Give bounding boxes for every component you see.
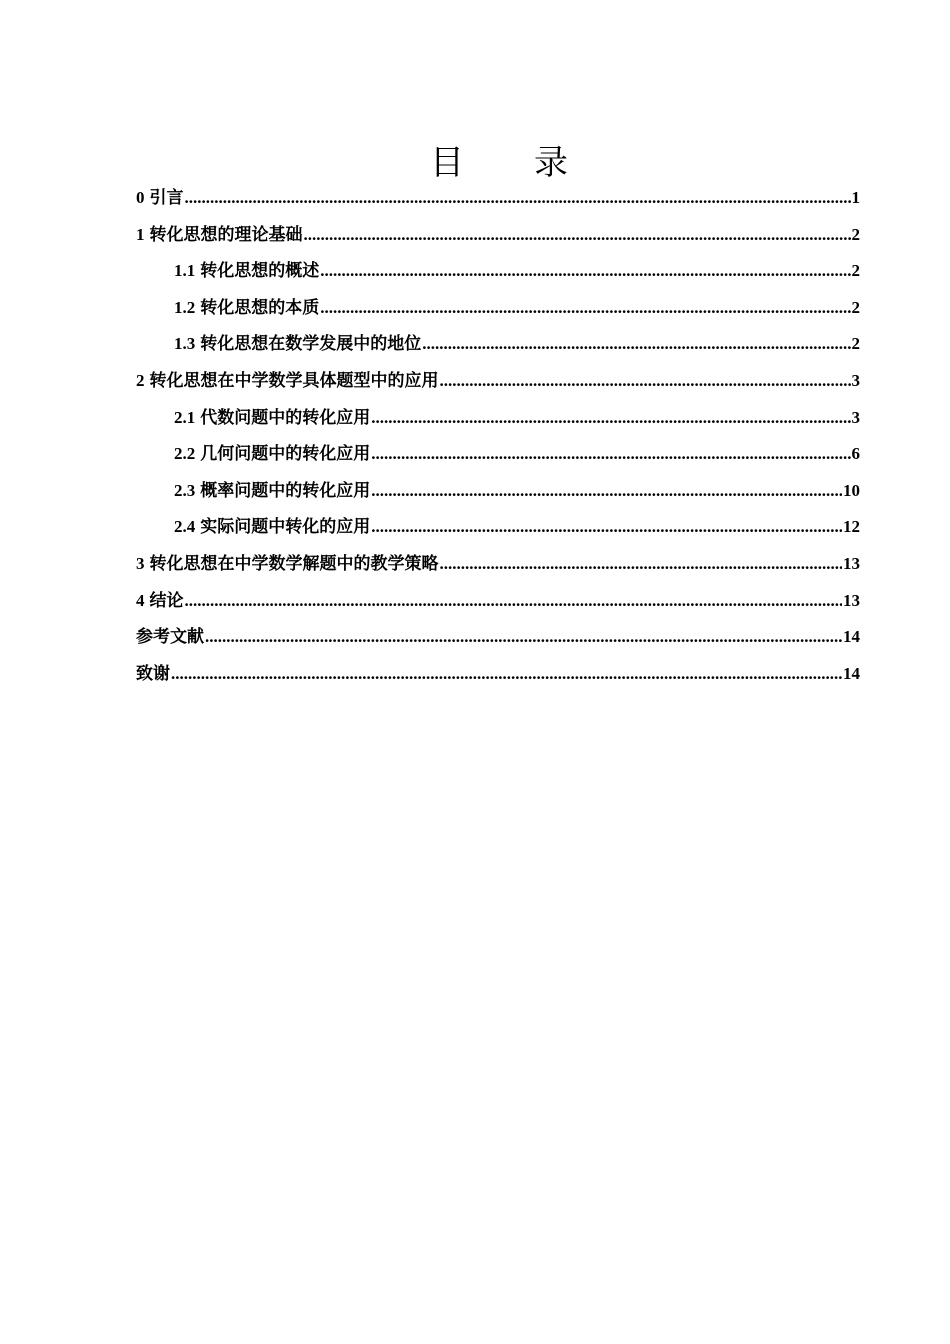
dot-leader [371,400,850,437]
dot-leader [440,546,843,583]
dot-leader [171,656,842,693]
toc-entry[interactable] [136,363,860,400]
table-of-contents [136,180,860,692]
toc-entry-page: 1 [851,188,860,207]
toc-entry-number: 1 [136,224,145,244]
toc-entry-page: 2 [851,224,860,244]
toc-entry-number: 1.1 [174,261,196,281]
toc-entry-label: 代数问题中的转化应用 [200,407,371,427]
toc-entry-label: 引言 [149,188,184,207]
toc-entry-label: 结论 [149,590,184,610]
toc-entry-page: 13 [843,590,860,610]
dot-leader [205,619,842,656]
toc-entry-number: 1.3 [174,334,196,354]
toc-title-char-1: 目 [430,145,466,182]
toc-entry-page: 12 [843,517,860,537]
toc-entry-number: 2.1 [174,407,196,427]
toc-entry[interactable] [136,180,860,217]
toc-entry-label: 概率问题中的转化应用 [200,480,371,500]
toc-entry-number: 4 [136,590,145,610]
toc-entry-page: 3 [851,370,860,390]
toc-entry[interactable] [136,436,860,473]
toc-entry-number: 2.4 [174,517,196,537]
toc-entry-number: 3 [136,553,145,573]
toc-entry-number: 1.2 [174,297,196,317]
toc-entry-page: 14 [843,663,860,683]
toc-entry-page: 14 [843,627,860,647]
toc-entry[interactable] [136,546,860,583]
toc-entry-label: 转化思想的本质 [200,297,320,317]
toc-entry-number: 2.3 [174,480,196,500]
toc-entry-number: 0 [136,188,145,207]
toc-entry-page: 2 [851,297,860,317]
toc-title-char-2: 录 [534,145,570,182]
toc-entry[interactable] [136,473,860,510]
toc-entry-number: 2 [136,370,145,390]
toc-entry[interactable] [136,326,860,363]
toc-entry-page: 13 [843,553,860,573]
toc-entry-label: 转化思想在中学数学具体题型中的应用 [149,370,439,390]
toc-entry-page: 10 [843,480,860,500]
toc-entry-label: 转化思想在中学数学解题中的教学策略 [149,553,439,573]
dot-leader [185,583,843,620]
toc-entry-label: 几何问题中的转化应用 [200,444,371,464]
dot-leader [371,509,842,546]
toc-entry-label: 转化思想的理论基础 [149,224,303,244]
toc-entry[interactable] [136,619,860,656]
dot-leader [371,473,842,510]
dot-leader [304,217,851,254]
dot-leader [422,326,850,363]
toc-entry[interactable] [136,656,860,693]
toc-entry-label: 转化思想在数学发展中的地位 [200,334,422,354]
toc-entry-label: 致谢 [136,663,170,683]
toc-entry-label: 实际问题中转化的应用 [200,517,371,537]
toc-entry-page: 2 [851,261,860,281]
dot-leader [371,436,850,473]
dot-leader [440,363,851,400]
toc-entry[interactable] [136,509,860,546]
toc-entry[interactable] [136,290,860,327]
dot-leader [185,180,851,217]
toc-entry[interactable] [136,217,860,254]
toc-entry[interactable] [136,253,860,290]
toc-entry-page: 3 [851,407,860,427]
dot-leader [320,290,850,327]
toc-entry[interactable] [136,400,860,437]
toc-entry-label: 参考文献 [136,627,204,647]
toc-entry-number: 2.2 [174,444,196,464]
toc-entry-page: 6 [851,444,860,464]
dot-leader [320,253,850,290]
toc-entry[interactable] [136,583,860,620]
toc-entry-label: 转化思想的概述 [200,261,320,281]
toc-entry-page: 2 [851,334,860,354]
